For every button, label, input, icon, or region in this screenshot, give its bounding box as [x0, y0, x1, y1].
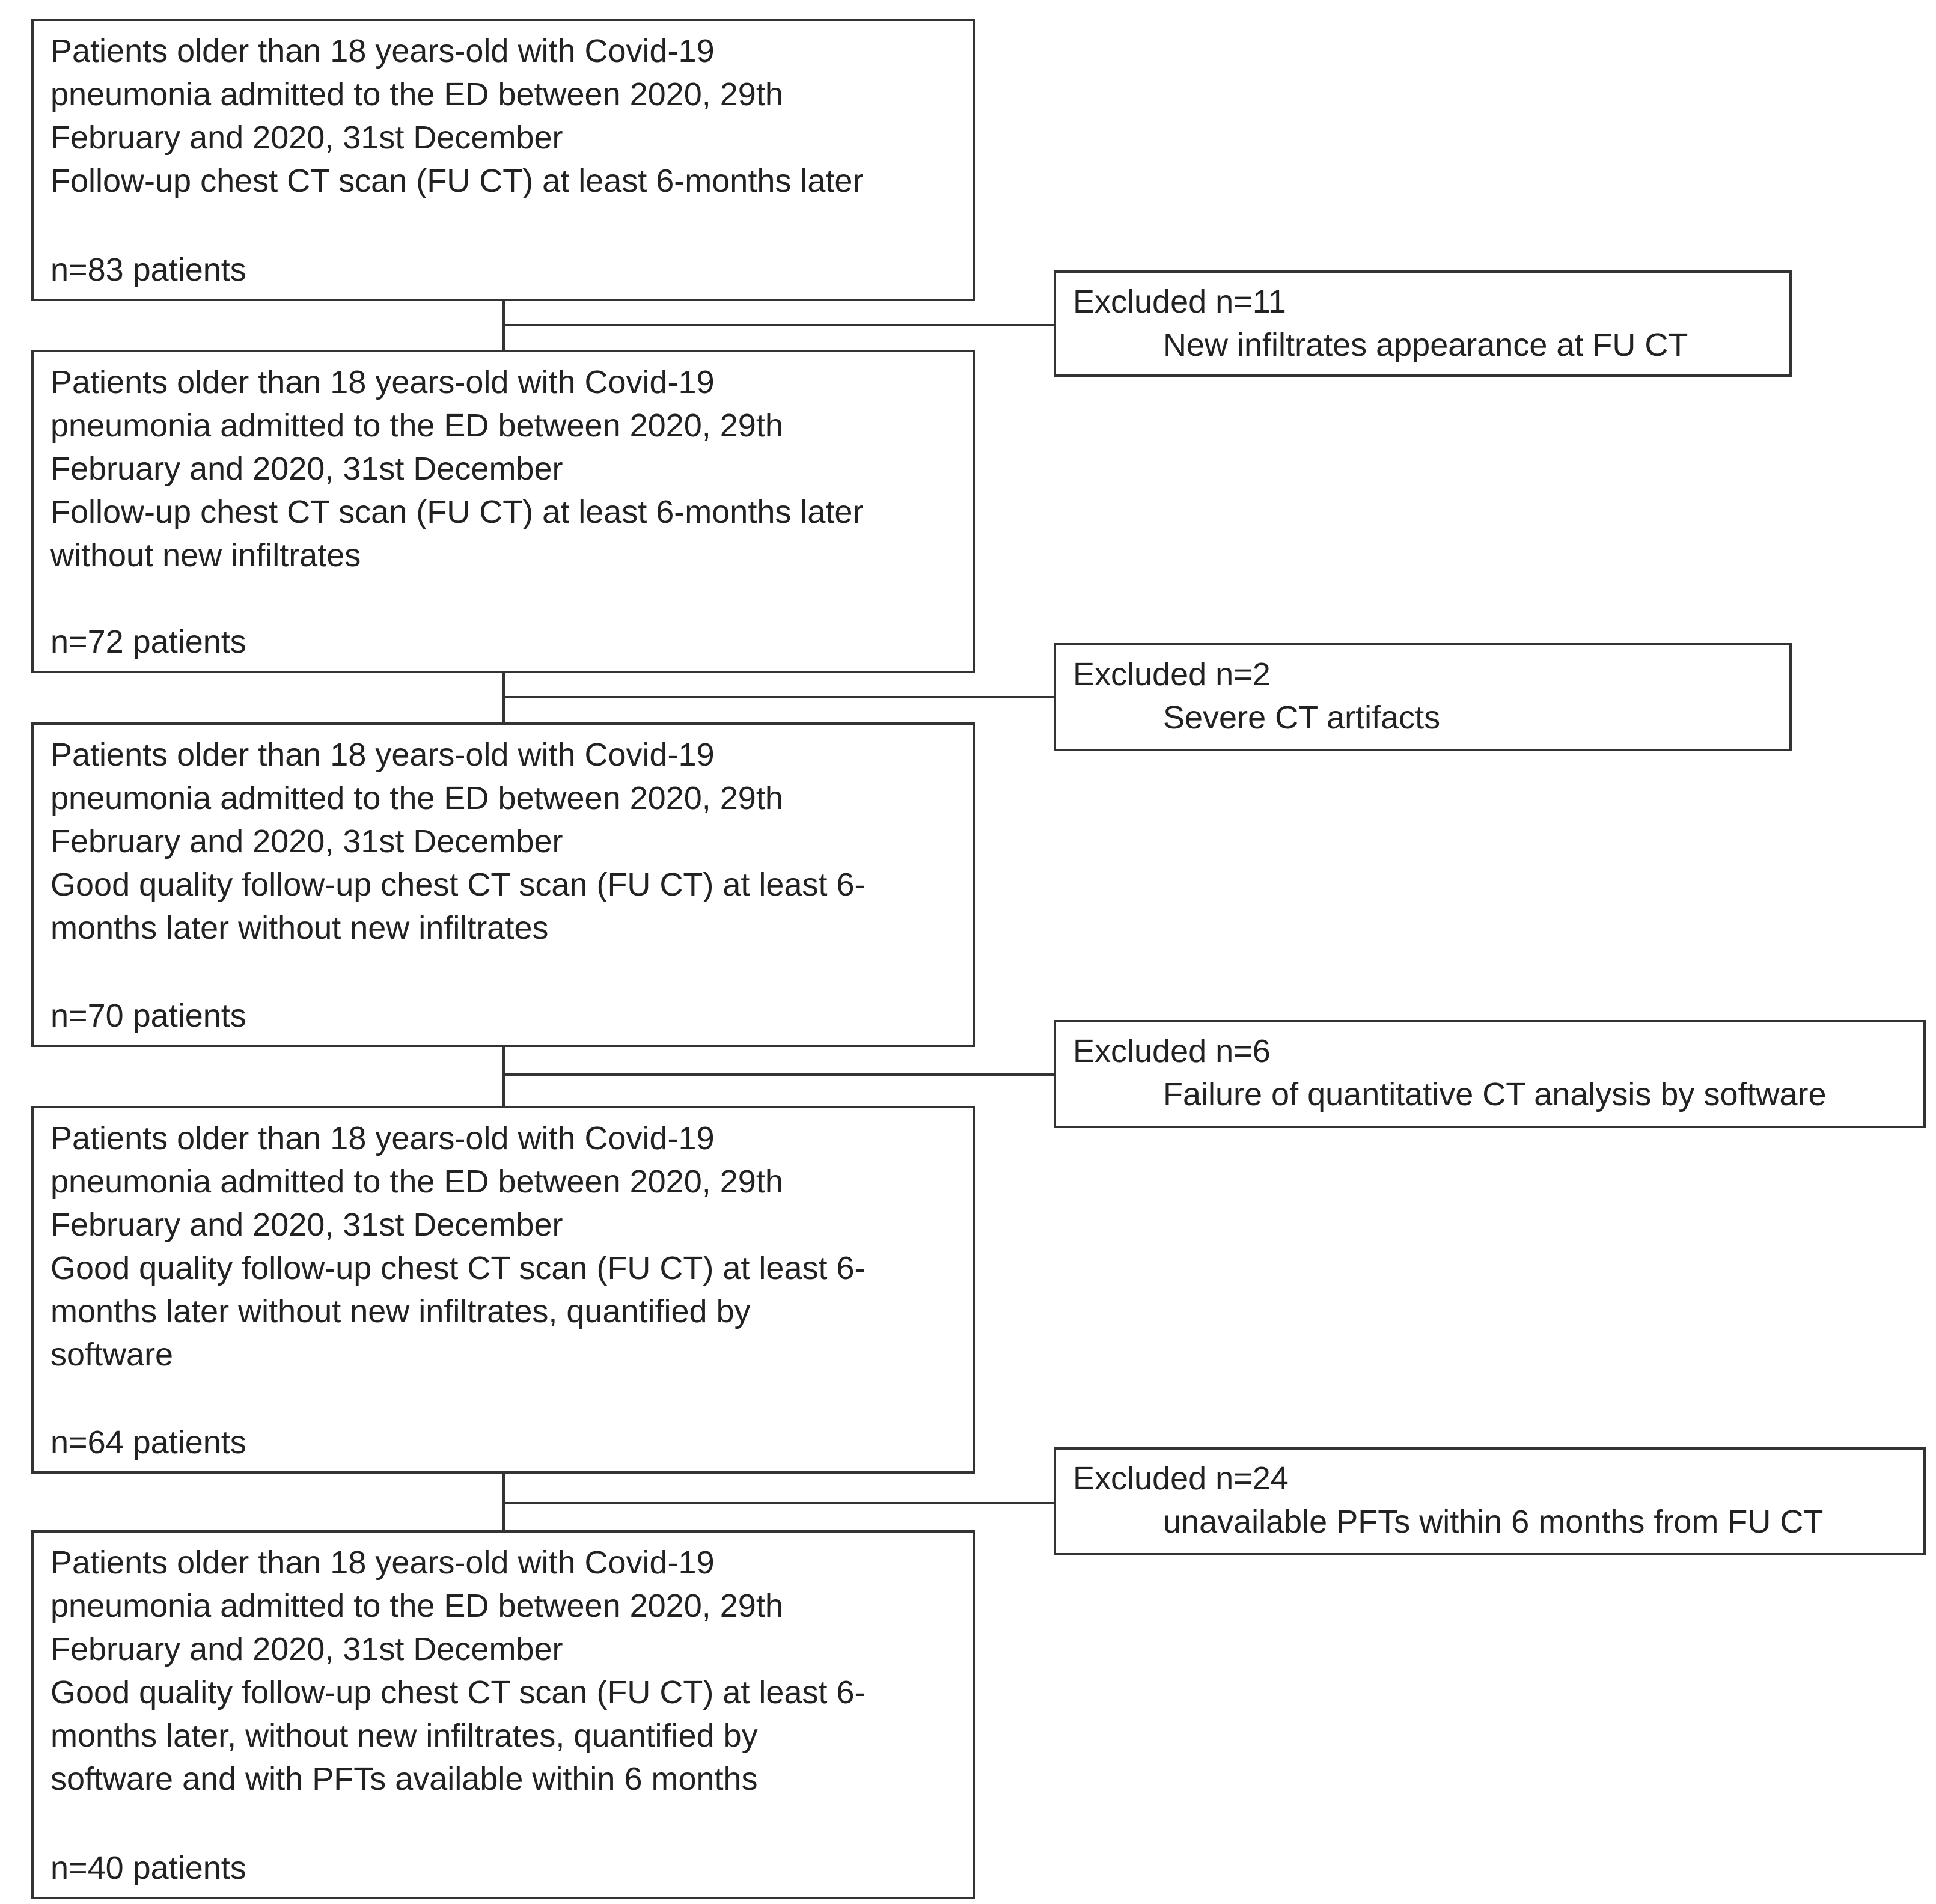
box-text-line: Patients older than 18 years-old with Covid-19 [50, 33, 715, 69]
cohort-box-1 [31, 19, 975, 301]
patient-count: n=40 patients [50, 1850, 246, 1886]
box-text-line: Good quality follow-up chest CT scan (FU CT) at least 6- [50, 1674, 866, 1710]
excluded-title: Excluded n=6 [1073, 1033, 1271, 1069]
patient-count: n=64 patients [50, 1424, 246, 1460]
box-text-line: months later without new infiltrates, quantified by [50, 1293, 751, 1329]
box-text-line: February and 2020, 31st December [50, 451, 563, 487]
box-text-line: Good quality follow-up chest CT scan (FU CT) at least 6- [50, 1250, 866, 1286]
excluded-title: Excluded n=24 [1073, 1460, 1289, 1497]
box-text-line: months later without new infiltrates [50, 910, 549, 946]
patient-count: n=83 patients [50, 252, 246, 288]
box-text-line: Patients older than 18 years-old with Covid-19 [50, 737, 715, 773]
excluded-box-4 [1054, 1447, 1926, 1555]
cohort-box-3 [31, 722, 975, 1047]
excluded-reason: Severe CT artifacts [1163, 700, 1441, 736]
box-text-line: February and 2020, 31st December [50, 1207, 563, 1243]
cohort-box-5 [31, 1530, 975, 1899]
connector-horizontal [504, 1073, 1054, 1076]
excluded-title: Excluded n=2 [1073, 656, 1271, 692]
box-text-line: software and with PFTs available within 6 months [50, 1761, 758, 1797]
patient-count: n=72 patients [50, 624, 246, 660]
box-text-line: Good quality follow-up chest CT scan (FU CT) at least 6- [50, 867, 866, 903]
box-text-line: software [50, 1337, 174, 1373]
box-text-line: pneumonia admitted to the ED between 2020, 29th [50, 1588, 783, 1624]
box-text-line: Patients older than 18 years-old with Covid-19 [50, 364, 715, 400]
connector-horizontal [504, 1502, 1054, 1504]
connector-horizontal [504, 324, 1054, 326]
patient-count: n=70 patients [50, 998, 246, 1034]
excluded-box-2 [1054, 643, 1792, 751]
box-text-line: Patients older than 18 years-old with Covid-19 [50, 1120, 715, 1156]
box-text-line: pneumonia admitted to the ED between 2020, 29th [50, 407, 783, 444]
excluded-box-3 [1054, 1020, 1926, 1128]
box-text-line: without new infiltrates [50, 537, 361, 573]
cohort-box-2 [31, 350, 975, 673]
box-text-line: Patients older than 18 years-old with Covid-19 [50, 1545, 715, 1581]
box-text-line: pneumonia admitted to the ED between 2020, 29th [50, 780, 783, 816]
connector-horizontal [504, 696, 1054, 698]
box-text-line: Follow-up chest CT scan (FU CT) at least 6-months later [50, 163, 864, 199]
connector-vertical [502, 1046, 505, 1106]
excluded-box-1 [1054, 270, 1792, 377]
excluded-reason: unavailable PFTs within 6 months from FU CT [1163, 1504, 1824, 1540]
excluded-reason: New infiltrates appearance at FU CT [1163, 327, 1688, 363]
box-text-line: February and 2020, 31st December [50, 120, 563, 156]
box-text-line: February and 2020, 31st December [50, 823, 563, 859]
box-text-line: pneumonia admitted to the ED between 2020, 29th [50, 76, 783, 112]
excluded-reason: Failure of quantitative CT analysis by software [1163, 1076, 1827, 1112]
box-text-line: February and 2020, 31st December [50, 1631, 563, 1667]
box-text-line: pneumonia admitted to the ED between 2020, 29th [50, 1164, 783, 1200]
excluded-title: Excluded n=11 [1073, 284, 1286, 320]
box-text-line: Follow-up chest CT scan (FU CT) at least 6-months later [50, 494, 864, 530]
cohort-box-4 [31, 1106, 975, 1474]
box-text-line: months later, without new infiltrates, quantified by [50, 1718, 758, 1754]
